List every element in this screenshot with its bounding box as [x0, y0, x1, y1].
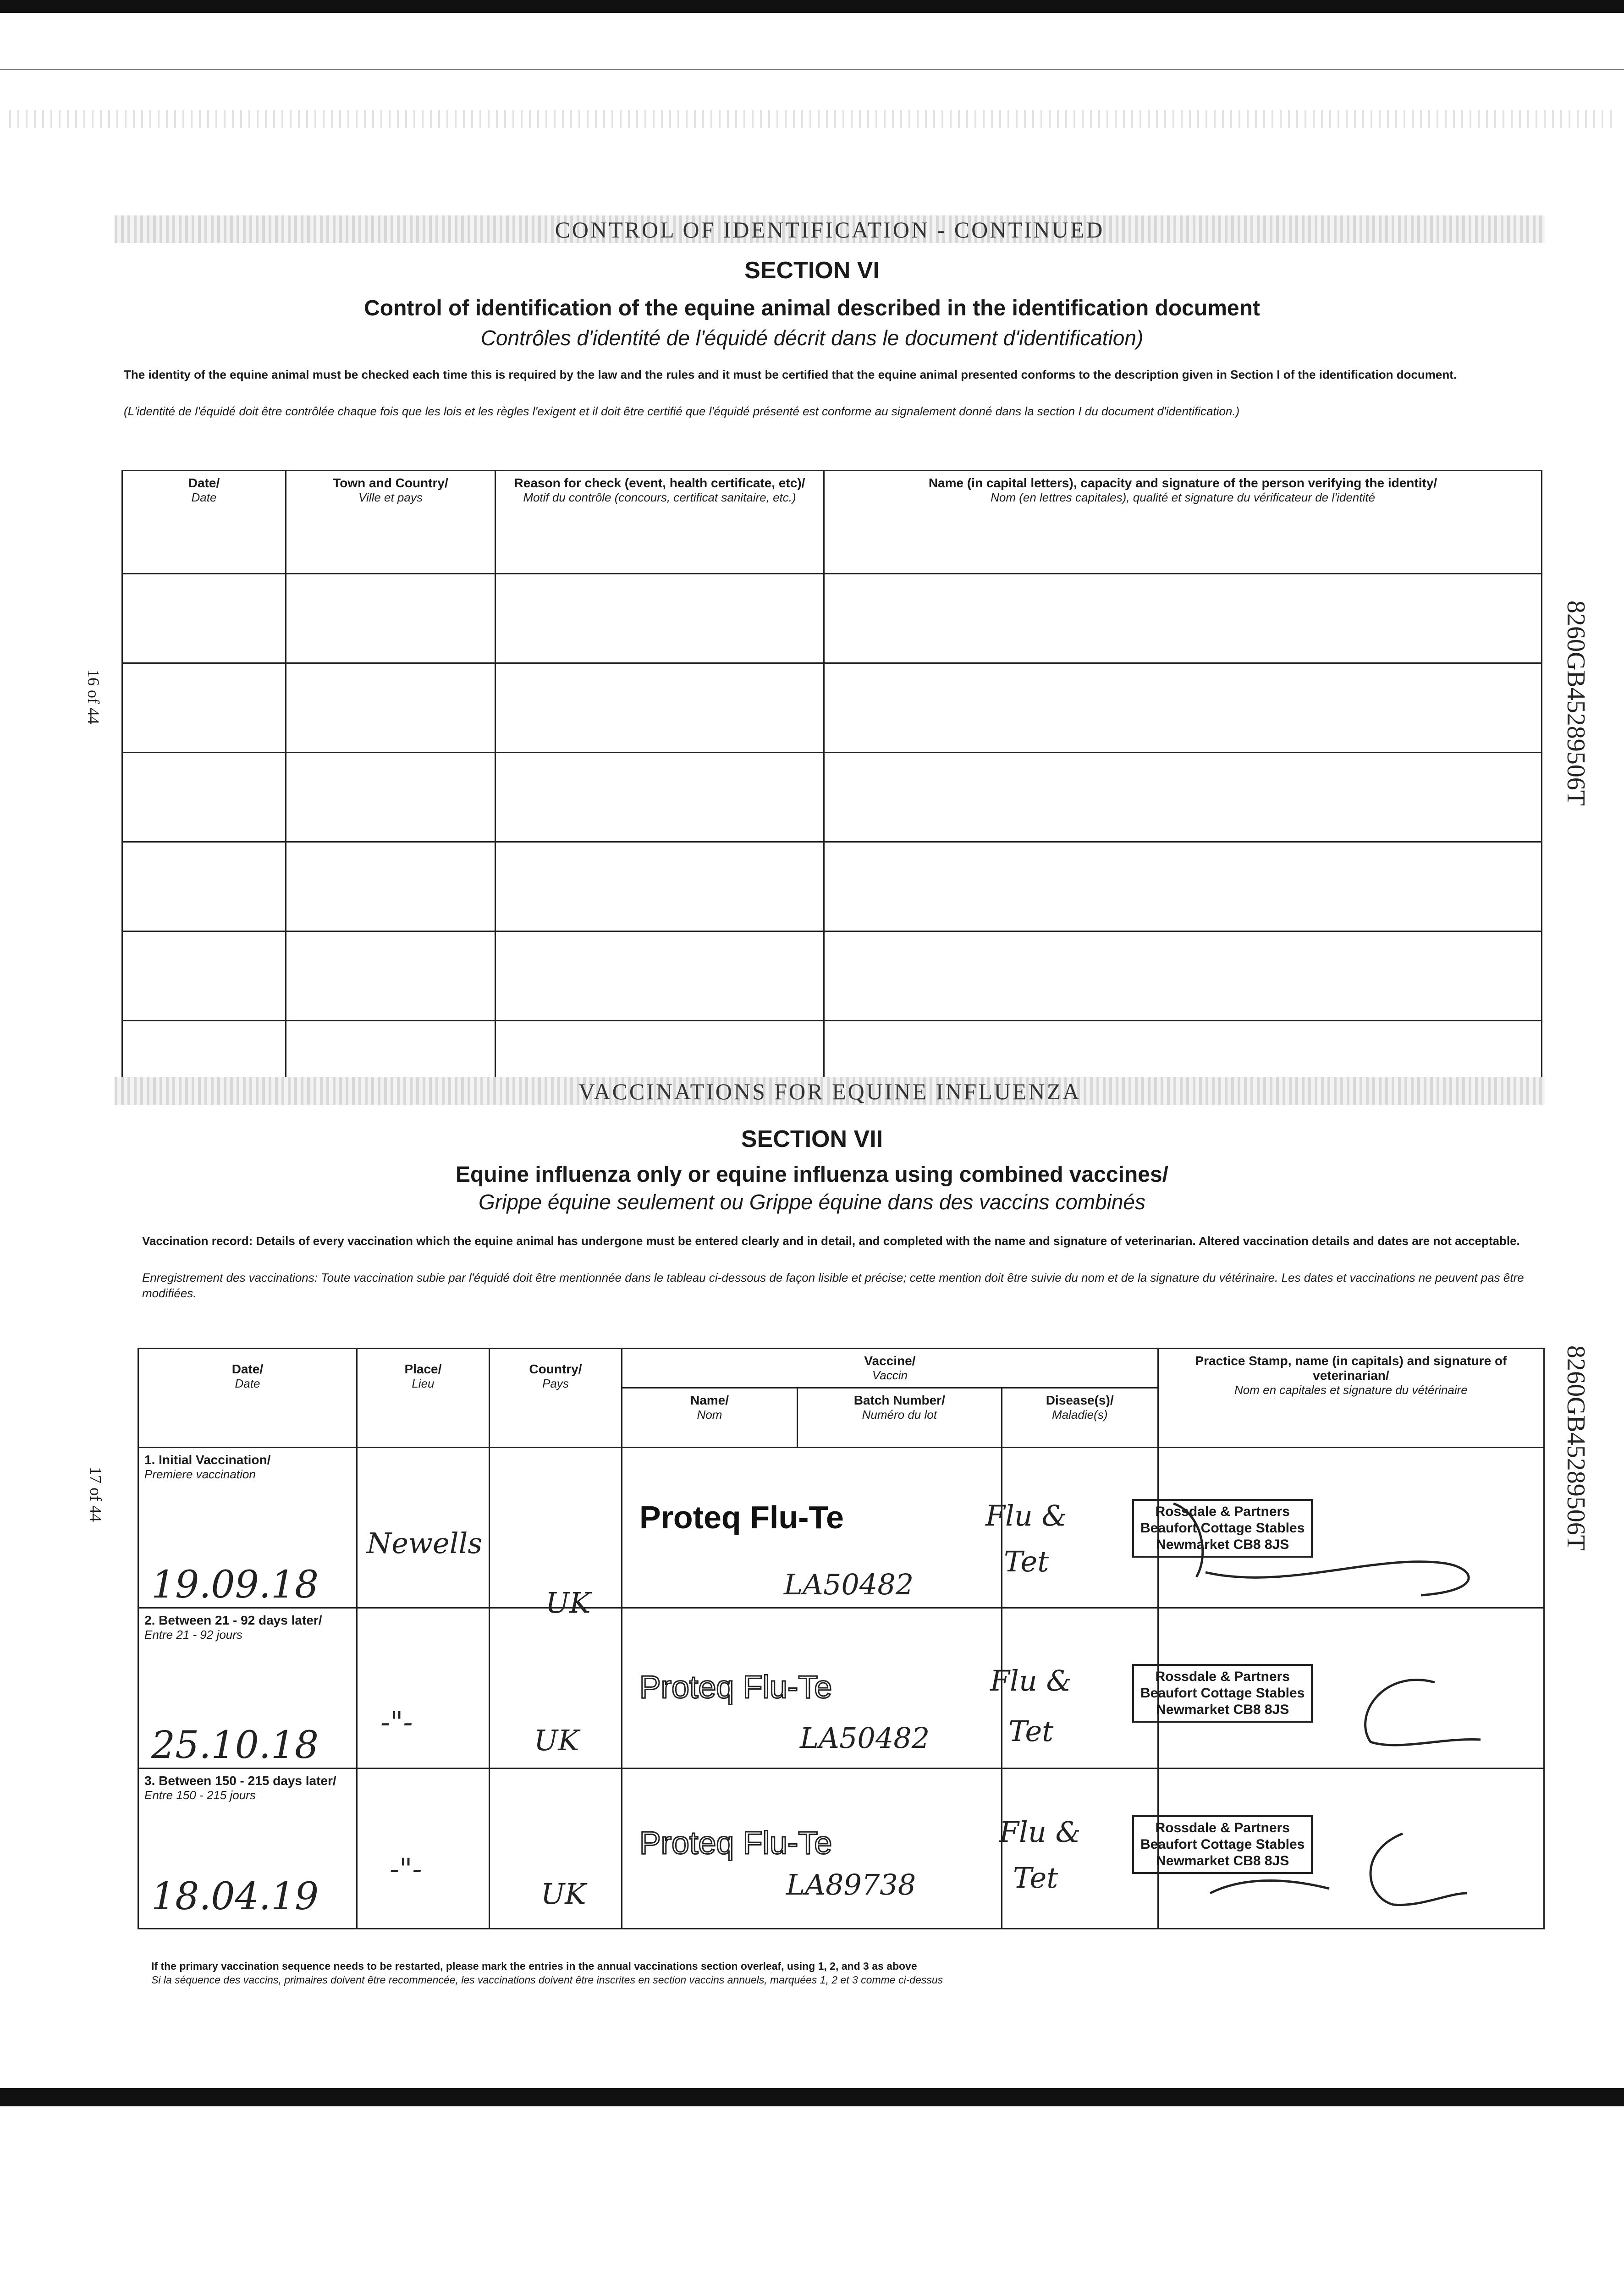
- cell[interactable]: [286, 931, 495, 1021]
- cell[interactable]: [495, 1021, 824, 1080]
- row1-disease-1: Flu &: [985, 1499, 1067, 1532]
- row3-signature: [1192, 1824, 1485, 1916]
- row2-disease-2: Tet: [1008, 1714, 1054, 1748]
- row1-signature: [1146, 1485, 1503, 1614]
- scan-bottom-edge: [0, 2088, 1624, 2106]
- cell[interactable]: [286, 753, 495, 842]
- page-number-17: 17 of 44: [87, 1467, 105, 1522]
- cell[interactable]: [122, 1021, 286, 1080]
- row2-disease-1: Flu &: [990, 1664, 1072, 1697]
- row1-country: UK: [545, 1586, 591, 1620]
- col-date: Date/ Date: [138, 1349, 357, 1448]
- date-cell[interactable]: 3. Between 150 - 215 days later/ Entre 150 - 215 jours: [138, 1769, 357, 1929]
- section7-title-fr: Grippe équine seulement ou Grippe équine dans des vaccins combinés: [479, 1190, 1145, 1214]
- col-vaccine-name: Name/ Nom: [622, 1388, 798, 1448]
- row1-batch: LA50482: [784, 1568, 914, 1601]
- col-stamp: Practice Stamp, name (in capitals) and signature of veterinarian/ Nom en capitales et signature du vétérinaire: [1158, 1349, 1544, 1448]
- cell[interactable]: [824, 574, 1542, 663]
- section6-header-row: [122, 471, 1542, 574]
- cell[interactable]: [286, 574, 495, 663]
- cell[interactable]: [824, 753, 1542, 842]
- row3-batch: LA89738: [786, 1868, 916, 1901]
- row2-country: UK: [534, 1724, 579, 1757]
- cell[interactable]: [824, 663, 1542, 753]
- row1-disease-2: Tet: [1004, 1545, 1049, 1578]
- section7-header-row: [138, 1349, 1544, 1388]
- section6-note-fr: (L'identité de l'équidé doit être contrôlée chaque fois que les lois et les règles l'exigent et il doit être certifié que l'équidé présenté est conforme au signalement donné dans la section I du document d'identification.): [124, 404, 1240, 418]
- section7-note-fr: Enregistrement des vaccinations: Toute vaccination subie par l'équidé doit être mentionnée dans le tableau ci-dessous de façon lisible et précise; cette mention doit être suivie du nom et de la signature du vétérinaire. Les dates et vaccinations ne peuvent pas être modifiées.: [142, 1271, 1524, 1300]
- row2-vaccine-name: Proteq Flu-Te: [639, 1669, 832, 1705]
- cell[interactable]: [495, 931, 824, 1021]
- col-batch: Batch Number/ Numéro du lot: [797, 1388, 1002, 1448]
- section6-note-en: The identity of the equine animal must be checked each time this is required by the law and the rules and it must be certified that the equine animal presented conforms to the description given in Section I of the identification document.: [124, 368, 1457, 381]
- cell[interactable]: [495, 753, 824, 842]
- col-reason: Reason for check (event, health certificate, etc)/ Motif du contrôle (concours, certificat sanitaire, etc.): [495, 471, 824, 574]
- section7-heading: SECTION VII: [741, 1126, 883, 1152]
- cell[interactable]: [495, 663, 824, 753]
- cell[interactable]: [122, 753, 286, 842]
- cell[interactable]: [122, 574, 286, 663]
- cell[interactable]: [495, 574, 824, 663]
- row2-batch: LA50482: [800, 1721, 930, 1755]
- cell[interactable]: [824, 842, 1542, 931]
- row3-disease-1: Flu &: [999, 1815, 1081, 1849]
- row1-date: 19.09.18: [151, 1563, 319, 1607]
- table-row: [122, 663, 1542, 753]
- row3-disease-2: Tet: [1013, 1861, 1058, 1895]
- scan-top-edge: [0, 0, 1624, 13]
- place-cell[interactable]: [357, 1769, 489, 1929]
- cell[interactable]: [286, 842, 495, 931]
- country-cell[interactable]: [489, 1448, 622, 1608]
- col-country: Country/ Pays: [489, 1349, 622, 1448]
- section6-title-en: Control of identification of the equine animal described in the identification document: [364, 296, 1260, 320]
- section6-banner-text: CONTROL OF IDENTIFICATION - CONTINUED: [555, 217, 1105, 242]
- col-vaccine: Vaccine/ Vaccin: [622, 1349, 1158, 1388]
- cell[interactable]: [286, 1021, 495, 1080]
- section7-note-en: Vaccination record: Details of every vaccination which the equine animal has undergone must be entered clearly and in detail, and completed with the name and signature of veterinarian. Altered vaccination details and dates are not acceptable.: [142, 1234, 1520, 1248]
- cell[interactable]: [122, 931, 286, 1021]
- row3-place: -"-: [390, 1852, 422, 1885]
- table-row: [122, 842, 1542, 931]
- row2-signature: [1329, 1659, 1494, 1760]
- row1-practice-stamp: Rossdale & Partners Beaufort Cottage Stables Newmarket CB8 8JS: [1132, 1499, 1313, 1558]
- section7-footnote-fr: Si la séquence des vaccins, primaires doivent être recommencée, les vaccinations doivent être inscrites en section vaccins annuels, marquées 1, 2 et 3 comme ci-dessus: [151, 1974, 943, 1986]
- row3-date: 18.04.19: [151, 1875, 319, 1918]
- row3-practice-stamp: Rossdale & Partners Beaufort Cottage Stables Newmarket CB8 8JS: [1132, 1815, 1313, 1874]
- section6-table: [121, 470, 1542, 1081]
- table-row: [122, 753, 1542, 842]
- table-row: [122, 574, 1542, 663]
- cell[interactable]: [286, 663, 495, 753]
- row1-place: Newells: [367, 1526, 483, 1560]
- col-place: Place/ Lieu: [357, 1349, 489, 1448]
- scan-rule: [0, 69, 1624, 70]
- section7-banner-text: VACCINATIONS FOR EQUINE INFLUENZA: [578, 1079, 1081, 1104]
- side-code-bottom: 8260GB45289506T: [1562, 1345, 1590, 1551]
- cell[interactable]: [122, 663, 286, 753]
- row1-vaccine-name: Proteq Flu-Te: [639, 1499, 844, 1535]
- page-number-16: 16 of 44: [84, 669, 103, 724]
- col-town-country: Town and Country/ Ville et pays: [286, 471, 495, 574]
- row2-date: 25.10.18: [151, 1724, 319, 1767]
- section6-heading: SECTION VI: [744, 257, 880, 284]
- row2-place: -"-: [380, 1705, 413, 1739]
- date-cell[interactable]: 2. Between 21 - 92 days later/ Entre 21 - 92 jours: [138, 1608, 357, 1769]
- cell[interactable]: [824, 1021, 1542, 1080]
- col-disease: Disease(s)/ Maladie(s): [1002, 1388, 1158, 1448]
- row3-country: UK: [541, 1877, 586, 1911]
- row3-vaccine-name: Proteq Flu-Te: [639, 1825, 832, 1861]
- table-row: [122, 1021, 1542, 1080]
- section7-footnote-en: If the primary vaccination sequence needs to be restarted, please mark the entries in the annual vaccinations section overleaf, using 1, 2, and 3 as above: [151, 1960, 917, 1972]
- date-cell[interactable]: 1. Initial Vaccination/ Premiere vaccination: [138, 1448, 357, 1608]
- place-cell[interactable]: [357, 1608, 489, 1769]
- side-code-top: 8260GB45289506T: [1562, 601, 1590, 806]
- row2-practice-stamp: Rossdale & Partners Beaufort Cottage Stables Newmarket CB8 8JS: [1132, 1664, 1313, 1723]
- cell[interactable]: [495, 842, 824, 931]
- col-verifier: Name (in capital letters), capacity and signature of the person verifying the identity/ Nom (en lettres capitales), qualité et signature du vérificateur de l'identité: [824, 471, 1542, 574]
- scan-noise: [9, 110, 1613, 128]
- cell[interactable]: [824, 931, 1542, 1021]
- cell[interactable]: [122, 842, 286, 931]
- col-date: Date/ Date: [122, 471, 286, 574]
- section7-title-en: Equine influenza only or equine influenza using combined vaccines/: [456, 1163, 1168, 1187]
- section6-title-fr: Contrôles d'identité de l'équidé décrit dans le document d'identification): [480, 326, 1144, 350]
- table-row: [122, 931, 1542, 1021]
